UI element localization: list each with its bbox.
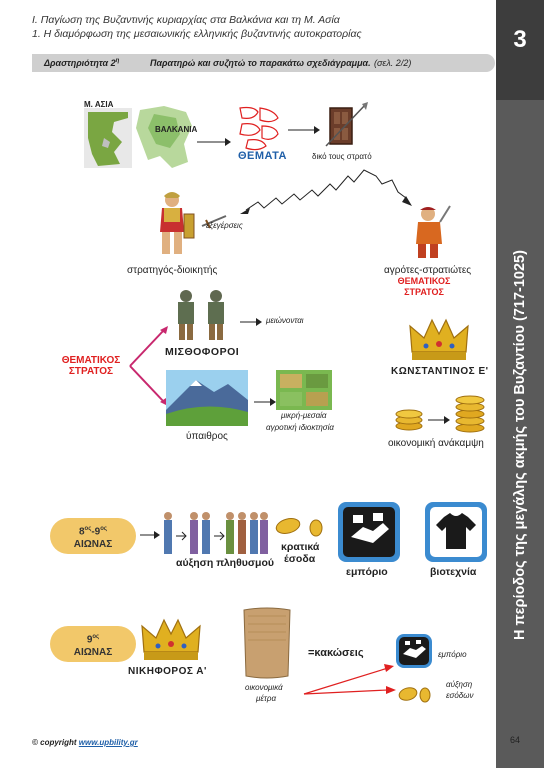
themata-shapes xyxy=(236,104,282,152)
century-8-9-sup-b: ος xyxy=(100,526,108,532)
activity-sup: η xyxy=(115,58,120,64)
parchment-icon xyxy=(240,606,294,680)
crown-icon-2 xyxy=(140,616,202,662)
thematic-army-left-line2: ΣΤΡΑΤΟΣ xyxy=(68,366,114,377)
economic-measures-line2: μέτρα xyxy=(256,694,277,703)
section-heading: Ι. Παγίωση της Βυζαντινής κυριαρχίας στα Βαλκάνια και τη Μ. Ασία xyxy=(32,14,340,26)
coins-small xyxy=(394,406,424,432)
century-9-sup: ος xyxy=(92,634,100,640)
century-8-9-word: ΑΙΩΝΑΣ xyxy=(73,539,113,551)
commerce-icon-box xyxy=(338,502,400,562)
mercenaries-icon xyxy=(170,288,240,342)
chapter-number: 3 xyxy=(513,26,527,53)
parchment xyxy=(240,606,294,680)
activity-label: Δραστηριότητα 2 xyxy=(44,58,116,68)
commerce-label: εμπόριο xyxy=(346,566,388,578)
asia-map-icon xyxy=(84,108,132,168)
commerce-small-box xyxy=(396,634,432,668)
copyright: © copyright www.upbility.gr xyxy=(32,738,138,747)
uprisings-label: εξεγέρσεις xyxy=(206,221,243,230)
farmer-soldier-figure xyxy=(406,204,454,260)
kakoseis-label: =κακώσεις xyxy=(308,647,364,659)
farmer-soldiers-label: αγρότες-στρατιώτες xyxy=(384,265,472,276)
craft-icon-box xyxy=(425,502,487,562)
map-label-asia: Μ. ΑΣΙΑ xyxy=(84,100,114,109)
nikephoros-label: ΝΙΚΗΦΟΡΟΣ Α' xyxy=(128,666,207,677)
site-link[interactable]: www.upbility.gr xyxy=(78,738,138,747)
state-coins-icon xyxy=(272,514,326,538)
century-8-9-b: -9 xyxy=(91,526,101,538)
income-coins-icon xyxy=(396,684,432,704)
decrease-label: μειώνονται xyxy=(266,316,304,325)
arrow-century-population xyxy=(140,531,160,539)
countryside-picture xyxy=(166,370,248,426)
century-9-a: 9 xyxy=(86,634,93,646)
general-label: στρατηγός-διοικητής xyxy=(127,265,218,276)
activity-bar xyxy=(32,54,495,72)
century-8-9-badge xyxy=(50,518,136,554)
farmer-soldier-icon xyxy=(406,204,454,260)
property-line1: μικρή-μεσαία xyxy=(281,411,327,420)
thematic-army-right-line1: ΘΕΜΑΤΙΚΟΣ xyxy=(397,276,451,286)
subsection-heading: 1. Η διαμόρφωση της μεσαιωνικής ελληνικής βυζαντινής αυτοκρατορίας xyxy=(32,28,362,40)
century-8-9-sup-a: ος xyxy=(84,526,92,532)
coins-small-icon xyxy=(394,406,424,432)
economic-measures-line1: οικονομικά xyxy=(245,683,283,692)
commerce-small-label: εμπόριο xyxy=(438,650,467,659)
nikephoros-crown xyxy=(140,616,202,662)
century-8-9-a: 8 xyxy=(78,526,85,538)
state-income-line1: κρατικά xyxy=(281,541,320,553)
general-icon xyxy=(152,190,202,260)
arrow-themata-to-army xyxy=(288,126,320,134)
income-growth-line2: εσόδων xyxy=(446,691,474,700)
own-army-label: δικό τους στρατό xyxy=(312,152,372,161)
map-label-balkans: ΒΑΛΚΑΝΙΑ xyxy=(155,125,198,134)
balkans-map-icon xyxy=(134,104,196,170)
countryside-label: ύπαιθρος xyxy=(186,431,228,442)
income-growth-line1: αύξηση xyxy=(446,680,473,689)
arrow-mercenaries-decrease xyxy=(240,318,262,326)
themata-icon xyxy=(236,104,282,152)
constantine-crown xyxy=(408,316,470,362)
thematic-army-right-line2: ΣΤΡΑΤΟΣ xyxy=(404,287,444,297)
asia-map xyxy=(84,108,132,168)
arrow-maps-to-themata xyxy=(197,138,231,146)
shield-spear xyxy=(322,102,370,150)
handshake-small-icon xyxy=(399,637,429,665)
zigzag-double-arrow xyxy=(236,162,416,220)
red-split-arrows xyxy=(300,660,396,700)
activity-instruction: Παρατηρώ και συζητώ το παρακάτω σχεδιάγραμμα. xyxy=(150,58,371,68)
population-icon xyxy=(160,510,270,556)
century-9-badge xyxy=(50,626,136,662)
mercenaries-label: ΜΙΣΘΟΦΟΡΟΙ xyxy=(165,346,240,358)
general-figure xyxy=(152,190,202,260)
farm-image xyxy=(276,370,332,410)
crown-icon xyxy=(408,316,470,362)
mercenaries-figures xyxy=(170,288,240,342)
population-figures xyxy=(160,510,270,556)
arrow-coins-growth xyxy=(428,416,450,424)
state-income-line2: έσοδα xyxy=(284,553,316,565)
constantine-label: ΚΩΝΣΤΑΝΤΙΝΟΣ Ε' xyxy=(391,366,489,377)
recovery-label: οικονομική ανάκαμψη xyxy=(388,438,484,449)
thematic-army-left-line1: ΘΕΜΑΤΙΚΟΣ xyxy=(61,355,121,366)
themata-label: ΘΕΜΑΤΑ xyxy=(238,150,287,162)
page-number: 64 xyxy=(510,735,521,745)
balkans-map xyxy=(134,104,196,170)
coins-large-icon xyxy=(454,390,486,434)
income-coins xyxy=(396,684,432,704)
arrow-countryside-property xyxy=(254,398,276,406)
coins-large xyxy=(454,390,486,434)
farm-picture xyxy=(276,370,332,410)
population-growth-label: αύξηση πληθυσμού xyxy=(176,557,274,569)
countryside-image xyxy=(166,370,248,426)
tshirt-icon xyxy=(430,507,482,557)
thematic-army-left xyxy=(54,355,128,377)
state-coins xyxy=(272,514,326,538)
property-line2: αγροτική ιδιοκτησία xyxy=(266,423,334,432)
century-9-word: ΑΙΩΝΑΣ xyxy=(73,647,113,659)
handshake-icon xyxy=(343,507,395,557)
craft-label: βιοτεχνία xyxy=(430,566,477,578)
shield-spear-icon xyxy=(322,102,370,150)
activity-page-ref: (σελ. 2/2) xyxy=(374,58,412,68)
thematic-army-right xyxy=(394,276,454,298)
